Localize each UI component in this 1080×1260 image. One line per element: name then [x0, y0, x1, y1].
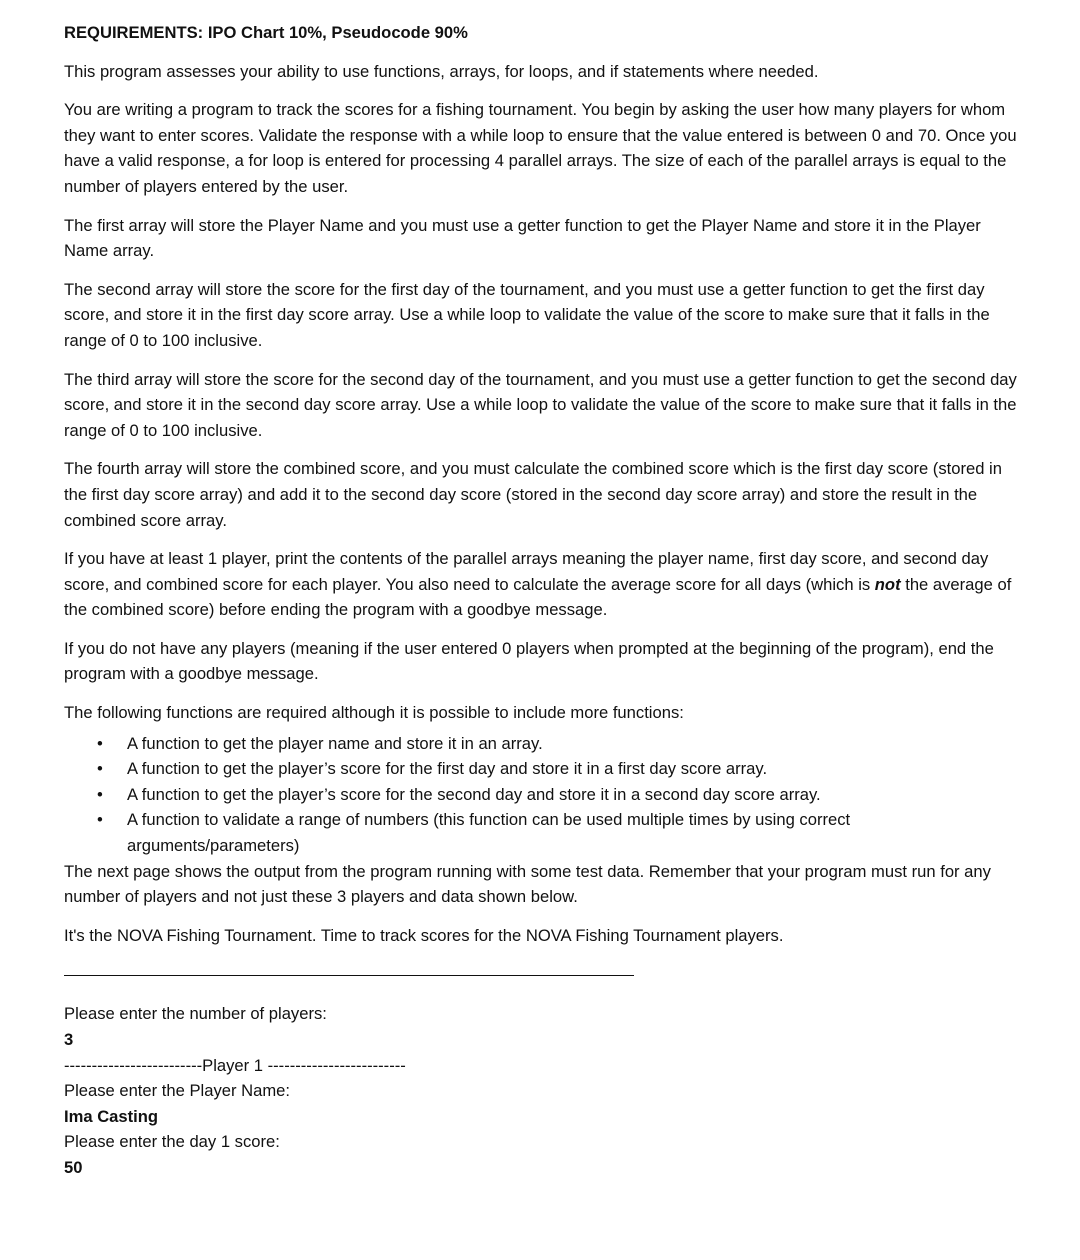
no-players-paragraph: If you do not have any players (meaning if the user entered 0 players when prompted at the beginning of the program), end the program with a goodbye message.	[64, 638, 994, 684]
print-results-paragraph	[64, 546, 1024, 623]
third-array-paragraph: The third array will store the score for the second day of the tournament, and you must use a getter function to get the second day score, and store it in the second day score array. Use a while loop to validate the value of the score to make sure that it falls in the range of 0 to 100 inclusive.	[64, 369, 1017, 440]
input-number-of-players: 3	[64, 1030, 74, 1049]
document-content	[64, 20, 1024, 1181]
spacer	[64, 948, 1024, 975]
next-page-paragraph: The next page shows the output from the program running with some test data. Remember that your program must run for any number of players and not just these 3 players and data shown below.	[64, 861, 991, 907]
fourth-array-paragraph: The fourth array will store the combined score, and you must calculate the combined score which is the first day score (stored in the first day score array) and add it to the second day score (stored in the second day score array) and store the result in the combined score array.	[64, 459, 1002, 530]
emphasis-not: not	[874, 574, 901, 594]
print-results-text-start: If you have at least 1 player, print the contents of the parallel arrays meaning the player name, first day score, and second day score, and combined score for each player. You also need to calculate the average score for all days (which is	[64, 549, 989, 594]
prompt-number-of-players: Please enter the number of players:	[64, 1004, 327, 1024]
prompt-player-name: Please enter the Player Name:	[64, 1081, 290, 1101]
functions-intro-paragraph: The following functions are required although it is possible to include more functions:	[64, 703, 684, 723]
list-item: • A function to get the player’s score for the second day and store it in a second day score array.	[127, 782, 1024, 808]
prompt-day1-score: Please enter the day 1 score:	[64, 1132, 280, 1152]
intro-paragraph: This program assesses your ability to use functions, arrays, for loops, and if statements where needed.	[64, 61, 819, 81]
input-day1-score: 50	[64, 1157, 83, 1177]
first-array-paragraph: The first array will store the Player Name and you must use a getter function to get the Player Name and store it in the Player Name array.	[64, 215, 981, 261]
print-results-text-end: the average of the combined score) before ending the program with a goodbye message.	[64, 574, 1012, 620]
second-array-paragraph: The second array will store the score for the first day of the tournament, and you must use a getter function to get the first day score, and store it in the first day score array. Use a while loop to validate the value of the score to make sure that it falls in the range of 0 to 100 inclusive.	[64, 279, 990, 350]
required-functions-list	[64, 731, 1024, 859]
list-item: • A function to get the player name and store it in an array.	[127, 731, 1024, 757]
player-divider: -------------------------Player 1 -------------------------	[64, 1055, 406, 1075]
input-player-name: Ima Casting	[64, 1106, 159, 1126]
list-item: • A function to get the player’s score for the first day and store it in a first day score array.	[127, 756, 1024, 782]
horizontal-rule	[64, 975, 634, 976]
requirements-heading: REQUIREMENTS: IPO Chart 10%, Pseudocode 90%	[64, 23, 468, 42]
list-item: • A function to validate a range of numbers (this function can be used multiple times by using correct arguments/parameters)	[127, 807, 1024, 858]
tournament-intro-line: It's the NOVA Fishing Tournament. Time to track scores for the NOVA Fishing Tournament players.	[64, 925, 784, 945]
overview-paragraph: You are writing a program to track the scores for a fishing tournament. You begin by asking the user how many players for whom they want to enter scores. Validate the response with a while loop to ensure that the value entered is between 0 and 70. Once you have a valid response, a for loop is entered for processing 4 parallel arrays. The size of each of the parallel arrays is equal to the number of players entered by the user.	[64, 100, 1017, 196]
